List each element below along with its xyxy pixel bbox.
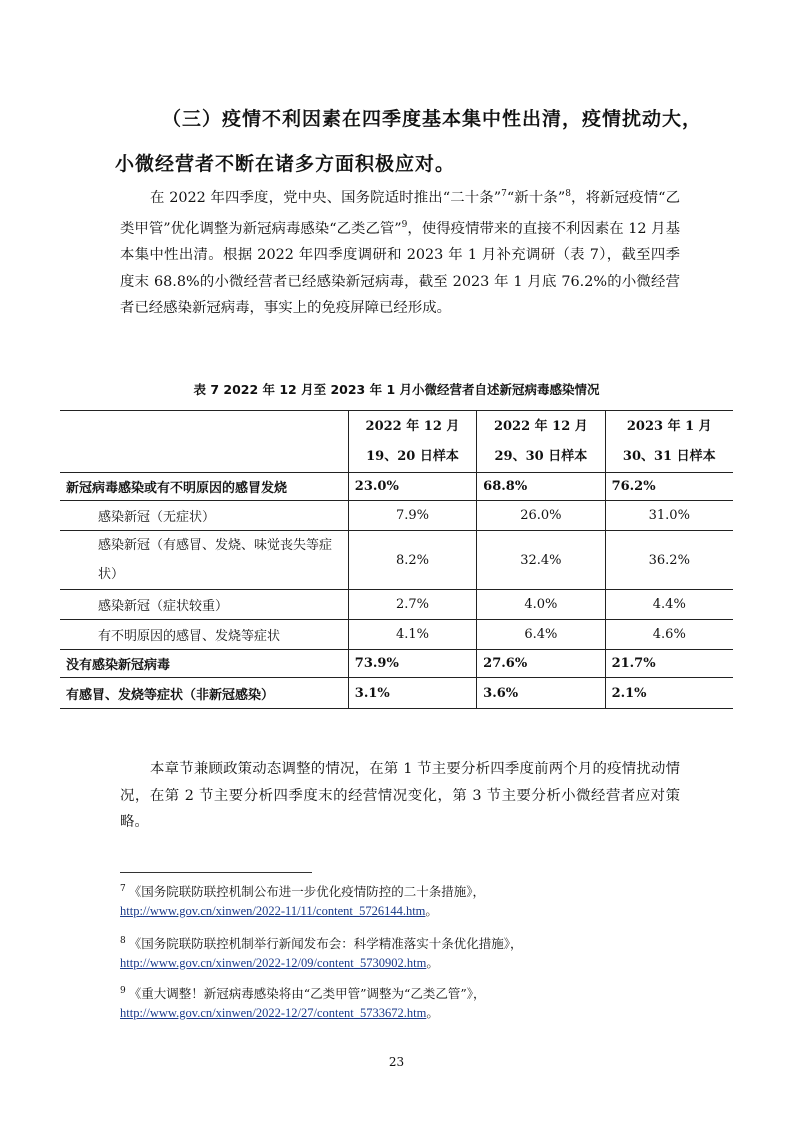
header-col-3-line2: 30、31 日样本 [622, 448, 716, 464]
cell-value: 2.7% [348, 590, 476, 620]
footnote-text: 《国务院联防联控机制公布进一步优化疫情防控的二十条措施》， [128, 884, 485, 899]
cell-value: 7.9% [348, 501, 476, 531]
header-col-2-line2: 29、30 日样本 [494, 448, 588, 464]
footnote-link[interactable]: http://www.gov.cn/xinwen/2022-11/11/content_5726144.htm [120, 904, 426, 918]
footnote-ref-8[interactable]: 8 [565, 189, 571, 199]
table-row [60, 473, 733, 501]
cell-value: 36.2% [605, 531, 733, 590]
body-paragraph-2: 本章节兼顾政策动态调整的情况，在第 1 节主要分析四季度前两个月的疫情扰动情况，在第 2 节主要分析四季度末的经营情况变化，第 3 节主要分析小微经营者应对策略。 [120, 761, 680, 831]
page-number: 23 [388, 1055, 405, 1069]
cell-value: 27.6% [477, 650, 605, 678]
footnote-divider [120, 872, 312, 873]
cell-value: 68.8% [477, 473, 605, 501]
cell-value: 2.1% [605, 678, 733, 709]
cell-value: 4.4% [605, 590, 733, 620]
header-col-1-line2: 19、20 日样本 [366, 448, 459, 464]
row-label: 感染新冠（有感冒、发烧、味觉丧失等症状） [60, 531, 348, 590]
footnote-link[interactable]: http://www.gov.cn/xinwen/2022-12/09/content_5730902.htm [120, 956, 427, 970]
section-heading-line2: 小微经营者不断在诸多方面积极应对。 [115, 153, 456, 175]
header-col-2 [477, 411, 605, 473]
table-caption: 表 7 2022 年 12 月至 2023 年 1 月小微经营者自述新冠病毒感染情况 [193, 382, 600, 397]
paragraph-text: “新十条” [506, 190, 566, 206]
header-col-1 [348, 411, 476, 473]
paragraph-text: ，将新冠疫情“乙类甲管”优化调整为新冠病毒感染“乙类乙管” [120, 190, 680, 237]
cell-value: 31.0% [605, 501, 733, 531]
paragraph-text: ，使得疫情带来的直接不利因素在 12 月基本集中性出清。根据 2022 年四季度调研和 2023 年 1 月补充调研（表 7），截至四季度末 68.8%的小微经营者已经感染新冠病毒，截至 2023 年 1 月底 76.2%的小微经营者已经感染新冠病毒，事实上的免疫屏障已经形成。 [120, 220, 680, 317]
cell-value: 8.2% [348, 531, 476, 590]
footnote-9 [120, 982, 680, 1023]
cell-value: 23.0% [348, 473, 476, 501]
cell-value: 26.0% [477, 501, 605, 531]
table-row [60, 531, 733, 590]
table-row [60, 590, 733, 620]
cell-value: 4.0% [477, 590, 605, 620]
footnote-text: 《重大调整！新冠病毒感染将由“乙类甲管”调整为“乙类乙管”》， [128, 986, 486, 1001]
row-label: 没有感染新冠病毒 [60, 650, 348, 678]
body-paragraph-1 [120, 181, 680, 322]
cell-value: 32.4% [477, 531, 605, 590]
footnote-number: 8 [120, 936, 126, 946]
paragraph-text: 在 2022 年四季度，党中央、国务院适时推出“二十条” [150, 190, 502, 206]
table-row [60, 678, 733, 709]
footnote-ref-9[interactable]: 9 [401, 219, 408, 230]
footnote-end: 。 [425, 903, 438, 918]
row-label: 有不明原因的感冒、发烧等症状 [60, 620, 348, 650]
footnote-number: 9 [120, 986, 126, 996]
row-label: 有感冒、发烧等症状（非新冠感染） [60, 678, 348, 709]
header-col-2-line1: 2022 年 12 月 [493, 418, 588, 434]
cell-value: 3.1% [348, 678, 476, 709]
footnote-link[interactable]: http://www.gov.cn/xinwen/2022-12/27/content_5733672.htm [120, 1006, 427, 1020]
footnote-end: 。 [426, 1005, 439, 1020]
table-row [60, 620, 733, 650]
footnote-ref-7[interactable]: 7 [501, 189, 507, 199]
cell-value: 6.4% [477, 620, 605, 650]
cell-value: 76.2% [605, 473, 733, 501]
footnote-number: 7 [120, 884, 126, 894]
header-col-3-line1: 2023 年 1 月 [626, 418, 712, 434]
table-row [60, 650, 733, 678]
cell-value: 3.6% [477, 678, 605, 709]
cell-value: 4.6% [605, 620, 733, 650]
footnote-7 [120, 880, 680, 921]
table-header-row [60, 411, 733, 473]
row-label: 感染新冠（无症状） [60, 501, 348, 531]
header-col-3 [605, 411, 733, 473]
section-heading-line1: （三）疫情不利因素在四季度基本集中性出清，疫情扰动大， [162, 108, 703, 130]
cell-value: 4.1% [348, 620, 476, 650]
row-label: 感染新冠（症状较重） [60, 590, 348, 620]
infection-table [60, 410, 733, 709]
header-empty-cell [60, 411, 348, 473]
cell-value: 73.9% [348, 650, 476, 678]
footnote-text: 《国务院联防联控机制举行新闻发布会：科学精准落实十条优化措施》， [128, 936, 523, 951]
table-row [60, 501, 733, 531]
footnote-end: 。 [426, 955, 439, 970]
header-col-1-line1: 2022 年 12 月 [365, 418, 460, 434]
footnote-8 [120, 932, 680, 973]
row-label: 新冠病毒感染或有不明原因的感冒发烧 [60, 473, 348, 501]
cell-value: 21.7% [605, 650, 733, 678]
